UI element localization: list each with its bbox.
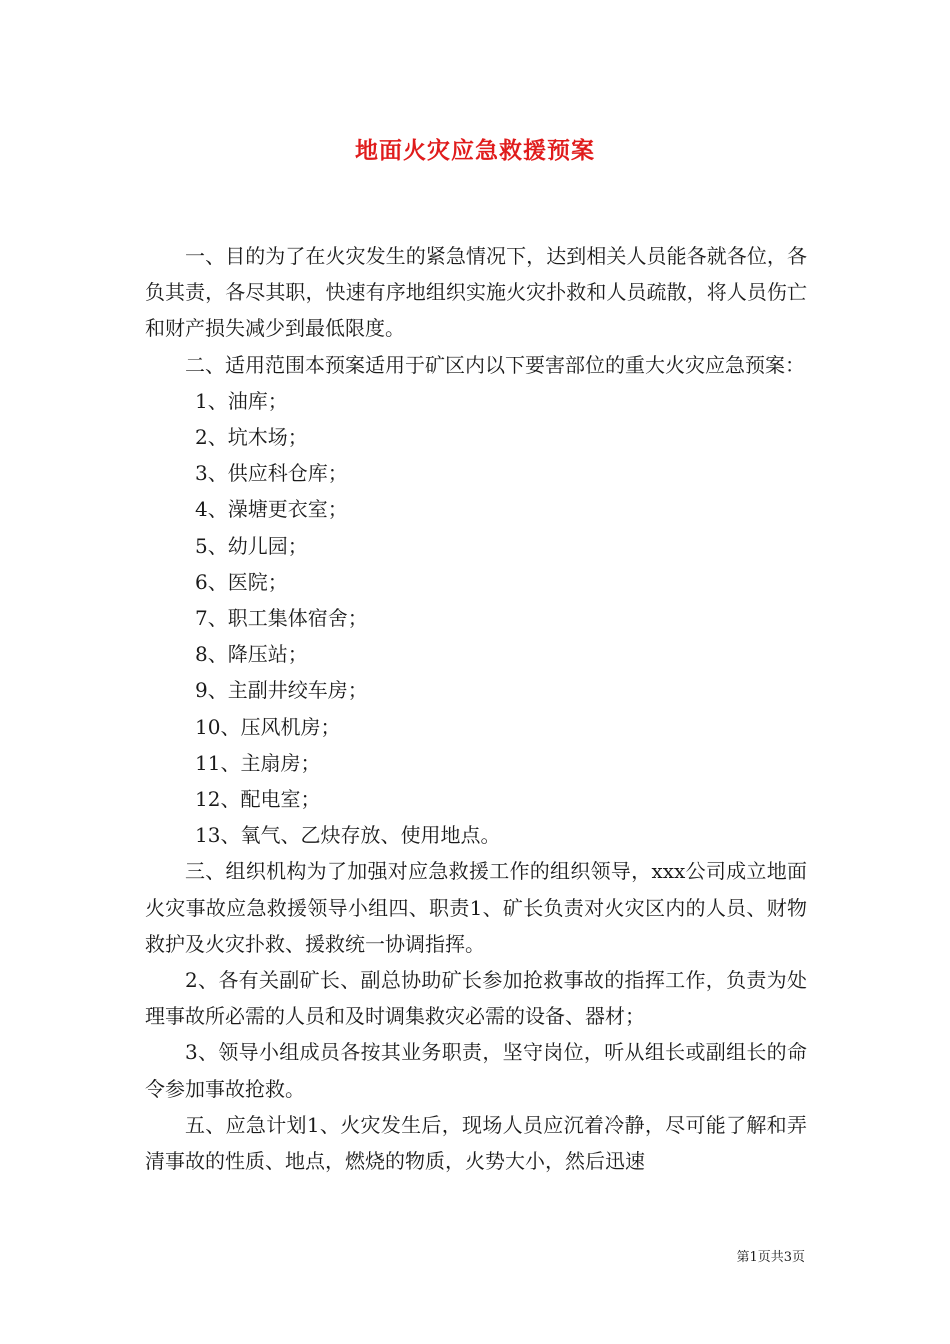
- list-item: 1、油库；: [195, 388, 288, 413]
- list-item: 7、职工集体宿舍；: [195, 606, 368, 631]
- list-item: 2、坑木场；: [195, 425, 308, 450]
- document-title: 地面火灾应急救援预案: [355, 137, 595, 164]
- list-item: 3、供应科仓库；: [195, 461, 348, 486]
- page-number: 第1页共3页: [736, 1250, 805, 1265]
- paragraph-purpose: 一、目的为了在火灾发生的紧急情况下，达到相关人员能各就各位，各负其责，各尽其职，快速有序地组织实施火灾扑救和人员疏散，将人员伤亡和财产损失减少到最低限度。: [145, 244, 807, 341]
- list-item: 4、澡塘更衣室；: [195, 497, 348, 522]
- paragraph-duty-3: 3、领导小组成员各按其业务职责，坚守岗位，听从组长或副组长的命令参加事故抢救。: [145, 1040, 807, 1101]
- document-body: [145, 238, 807, 1179]
- list-item: 12、配电室；: [195, 787, 321, 812]
- paragraph-emergency-plan: 五、应急计划1、火灾发生后，现场人员应沉着冷静，尽可能了解和弄清事故的性质、地点，燃烧的物质，火势大小，然后迅速: [145, 1112, 807, 1174]
- paragraph-organization: 三、组织机构为了加强对应急救援工作的组织领导，xxx公司成立地面火灾事故应急救援领导小组四、职责1、矿长负责对火灾区内的人员、财物救护及火灾扑救、援救统一协调指挥。: [145, 859, 807, 956]
- list-item: 6、医院；: [195, 569, 288, 594]
- list-item: 13、氧气、乙炔存放、使用地点。: [195, 823, 501, 848]
- paragraph-scope: 二、适用范围本预案适用于矿区内以下要害部位的重大火灾应急预案：: [185, 352, 805, 377]
- paragraph-duty-2: 2、各有关副矿长、副总协助矿长参加抢救事故的指挥工作，负责为处理事故所必需的人员和及时调集救灾必需的设备、器材；: [145, 968, 807, 1029]
- list-item: 8、降压站；: [195, 642, 308, 667]
- list-item: 9、主副井绞车房；: [195, 678, 368, 703]
- list-item: 10、压风机房；: [195, 714, 341, 739]
- list-item: 5、幼儿园；: [195, 533, 308, 558]
- list-item: 11、主扇房；: [195, 750, 321, 775]
